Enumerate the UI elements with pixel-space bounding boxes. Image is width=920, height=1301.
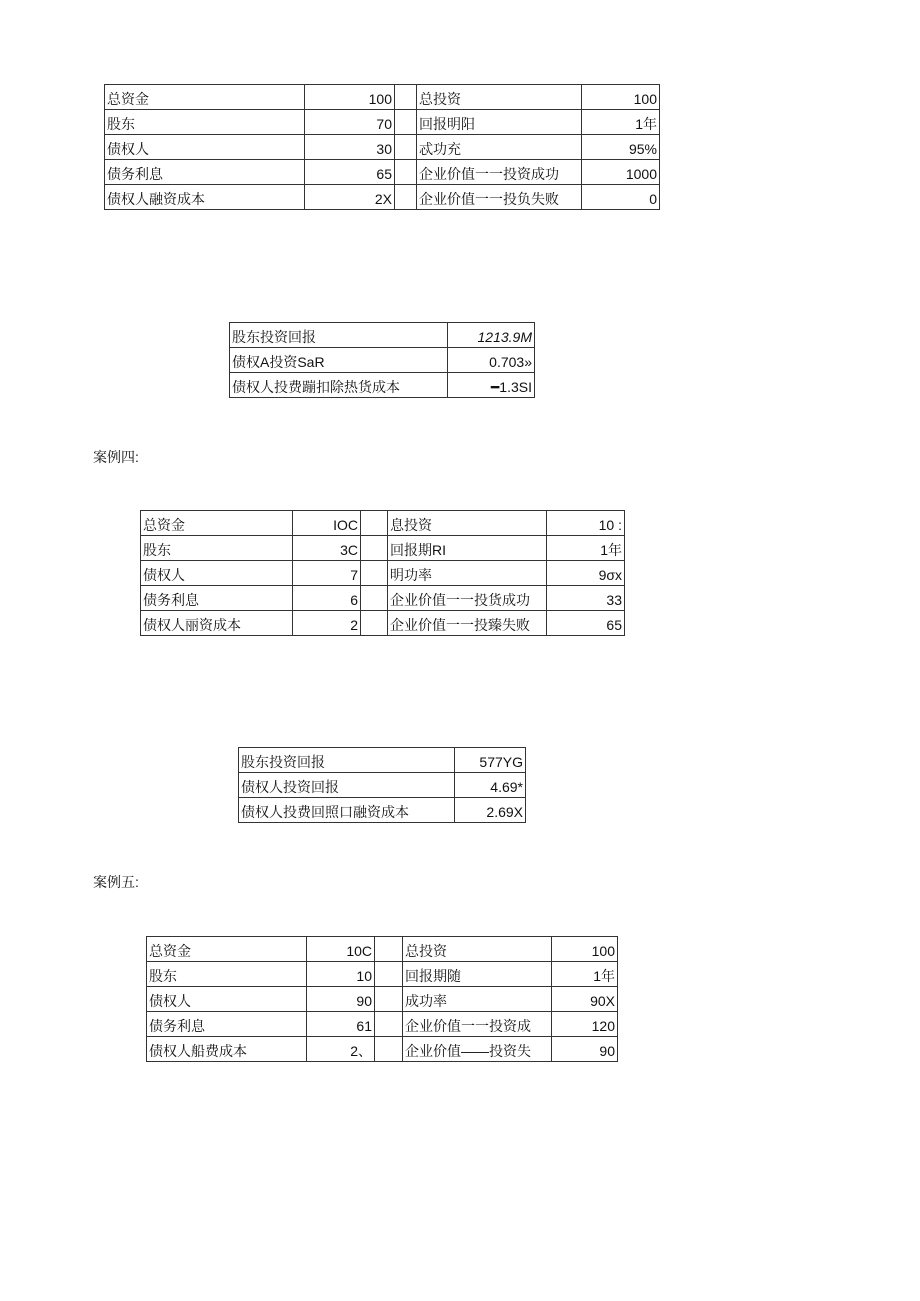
- table-row: [141, 586, 625, 611]
- spacer-cell: [375, 962, 403, 987]
- param-value: 100: [305, 85, 395, 110]
- param-value: IOC: [293, 511, 361, 536]
- spacer-cell: [361, 536, 388, 561]
- spacer-cell: [375, 987, 403, 1012]
- result-value: ━1.3SI: [448, 373, 535, 398]
- result-value: 0.703»: [448, 348, 535, 373]
- spacer-cell: [375, 1037, 403, 1062]
- param-value: 61: [307, 1012, 375, 1037]
- result-label: 债权人投资回报: [239, 773, 455, 798]
- table-row: [230, 323, 535, 348]
- param-value: 9σx: [547, 561, 625, 586]
- case3-results-table: [229, 322, 535, 398]
- param-label: 债权人丽资成本: [141, 611, 293, 636]
- spacer-cell: [361, 511, 388, 536]
- param-value: 2、: [307, 1037, 375, 1062]
- param-label: 总资金: [147, 937, 307, 962]
- param-value: 10: [307, 962, 375, 987]
- table-row: [141, 611, 625, 636]
- param-label: 总投资: [417, 85, 582, 110]
- spacer-cell: [361, 586, 388, 611]
- table-row: [141, 511, 625, 536]
- table-row: [147, 987, 618, 1012]
- param-label: 明功率: [388, 561, 547, 586]
- table-row: [105, 160, 660, 185]
- param-value: 1000: [582, 160, 660, 185]
- param-value: 100: [582, 85, 660, 110]
- param-value: 90: [307, 987, 375, 1012]
- param-label: 总资金: [105, 85, 305, 110]
- param-label: 债务利息: [105, 160, 305, 185]
- table-row: [105, 85, 660, 110]
- param-value: 0: [582, 185, 660, 210]
- param-label: 息投资: [388, 511, 547, 536]
- table-row: [147, 1037, 618, 1062]
- result-value: 1213.9M: [448, 323, 535, 348]
- param-label: 股东: [141, 536, 293, 561]
- table-row: [105, 135, 660, 160]
- result-label: 股东投资回报: [239, 748, 455, 773]
- table-row: [230, 373, 535, 398]
- param-value: 6: [293, 586, 361, 611]
- param-label: 债权人: [141, 561, 293, 586]
- param-value: 120: [552, 1012, 618, 1037]
- param-label: 股东: [147, 962, 307, 987]
- param-label: 企业价值一一投负失败: [417, 185, 582, 210]
- case4-params-table: [140, 510, 625, 636]
- param-label: 企业价值一一投资成: [403, 1012, 552, 1037]
- param-label: 企业价值——投资失: [403, 1037, 552, 1062]
- table-row: [147, 1012, 618, 1037]
- table-row: [239, 773, 526, 798]
- param-label: 债权人融资成本: [105, 185, 305, 210]
- spacer-cell: [395, 135, 417, 160]
- param-value: 10 :: [547, 511, 625, 536]
- table-row: [239, 798, 526, 823]
- table-row: [147, 962, 618, 987]
- param-value: 1年: [547, 536, 625, 561]
- param-value: 65: [547, 611, 625, 636]
- param-label: 总投资: [403, 937, 552, 962]
- result-label: 债权人投费回照口融资成本: [239, 798, 455, 823]
- param-value: 3C: [293, 536, 361, 561]
- param-label: 回报期RI: [388, 536, 547, 561]
- result-label: 债权人投费蹦扣除热货成本: [230, 373, 448, 398]
- param-value: 65: [305, 160, 395, 185]
- case3-params-table: [104, 84, 660, 210]
- param-label: 债务利息: [147, 1012, 307, 1037]
- table-row: [141, 561, 625, 586]
- param-value: 1年: [582, 110, 660, 135]
- spacer-cell: [361, 611, 388, 636]
- table-row: [239, 748, 526, 773]
- case4-results-table: [238, 747, 526, 823]
- case5-params-table: [146, 936, 618, 1062]
- spacer-cell: [361, 561, 388, 586]
- table-row: [147, 937, 618, 962]
- param-value: 2X: [305, 185, 395, 210]
- param-value: 2: [293, 611, 361, 636]
- param-label: 债权人船费成本: [147, 1037, 307, 1062]
- param-value: 70: [305, 110, 395, 135]
- param-value: 95%: [582, 135, 660, 160]
- param-value: 10C: [307, 937, 375, 962]
- param-label: 债权人: [147, 987, 307, 1012]
- spacer-cell: [375, 937, 403, 962]
- param-value: 33: [547, 586, 625, 611]
- param-label: 忒功充: [417, 135, 582, 160]
- table-row: [105, 185, 660, 210]
- param-label: 回报明阳: [417, 110, 582, 135]
- result-label: 股东投资回报: [230, 323, 448, 348]
- param-label: 回报期随: [403, 962, 552, 987]
- param-value: 1年: [552, 962, 618, 987]
- param-label: 股东: [105, 110, 305, 135]
- spacer-cell: [395, 160, 417, 185]
- result-label: 债权A投资SaR: [230, 348, 448, 373]
- table-row: [230, 348, 535, 373]
- param-label: 债权人: [105, 135, 305, 160]
- case5-heading: 案例五:: [93, 874, 139, 890]
- spacer-cell: [395, 110, 417, 135]
- result-value: 2.69X: [455, 798, 526, 823]
- param-label: 总资金: [141, 511, 293, 536]
- table-row: [141, 536, 625, 561]
- result-value: 577YG: [455, 748, 526, 773]
- table-row: [105, 110, 660, 135]
- param-value: 90: [552, 1037, 618, 1062]
- case4-heading: 案例四:: [93, 449, 139, 465]
- param-label: 债务利息: [141, 586, 293, 611]
- param-value: 100: [552, 937, 618, 962]
- spacer-cell: [375, 1012, 403, 1037]
- param-label: 企业价值一一投货成功: [388, 586, 547, 611]
- param-value: 7: [293, 561, 361, 586]
- param-value: 30: [305, 135, 395, 160]
- spacer-cell: [395, 85, 417, 110]
- spacer-cell: [395, 185, 417, 210]
- param-value: 90X: [552, 987, 618, 1012]
- result-value: 4.69*: [455, 773, 526, 798]
- param-label: 企业价值一一投资成功: [417, 160, 582, 185]
- param-label: 成功率: [403, 987, 552, 1012]
- param-label: 企业价值一一投臻失败: [388, 611, 547, 636]
